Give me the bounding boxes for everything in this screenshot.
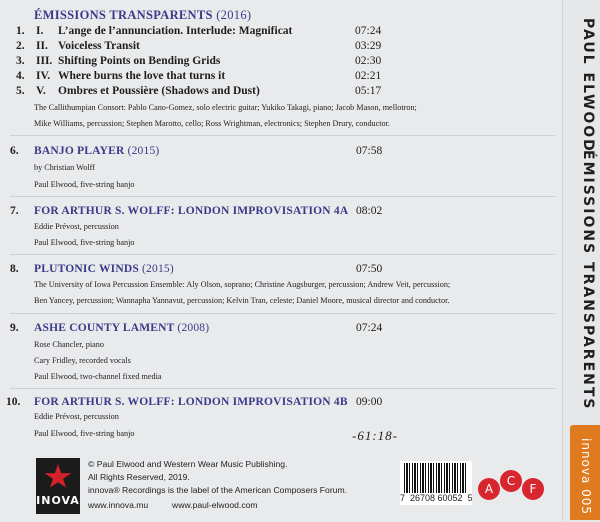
copyright-line: All Rights Reserved, 2019. bbox=[88, 472, 190, 482]
track-title bbox=[34, 205, 348, 217]
credit-line: Eddie Prévost, percussion bbox=[34, 412, 119, 421]
track-title-text: FOR ARTHUR S. WOLFF: LONDON IMPROVISATION 4B bbox=[34, 396, 348, 408]
track-number: 7. bbox=[10, 205, 19, 217]
track-number: 1. bbox=[16, 25, 25, 37]
barcode bbox=[400, 461, 472, 505]
track-year: (2015) bbox=[127, 145, 160, 157]
album-title bbox=[34, 8, 251, 23]
track-title: Shifting Points on Bending Grids bbox=[58, 55, 221, 67]
track-row bbox=[0, 322, 430, 338]
credit-line: Rose Chancler, piano bbox=[34, 340, 104, 349]
track-title-text: ASHE COUNTY LAMENT bbox=[34, 322, 175, 334]
catalog-number: innova 005 bbox=[579, 438, 593, 516]
acf-letter: C bbox=[500, 470, 522, 492]
track-number: 6. bbox=[10, 145, 19, 157]
spine-title: ÉMISSIONS TRANSPARENTS bbox=[580, 150, 596, 411]
copyright-line: © Paul Elwood and Western Wear Music Publishing. bbox=[88, 459, 288, 469]
credit-line: The University of Iowa Percussion Ensemble: Aly Olson, soprano; Christine Augsburger, percussion; Andrew Veit, percussion; bbox=[34, 280, 451, 289]
credit-line: Ben Yancey, percussion; Wannapha Yannavut, percussion; Kelvin Tran, celeste; Daniel Moore, musical director and conductor. bbox=[34, 296, 450, 305]
track-row bbox=[0, 70, 420, 84]
track-row bbox=[0, 25, 420, 39]
barcode-number: 7 26708 60052 5 bbox=[400, 493, 473, 503]
track-duration: 02:21 bbox=[355, 70, 382, 82]
star-icon bbox=[44, 464, 72, 490]
logo-text: INOVA bbox=[36, 494, 80, 507]
track-title: Ombres et Poussière (Shadows and Dust) bbox=[58, 85, 260, 97]
credit-line: Paul Elwood, five-string banjo bbox=[34, 238, 135, 247]
innova-logo bbox=[36, 458, 80, 514]
movement-numeral: III. bbox=[36, 55, 53, 67]
credit-line: Eddie Prévost, percussion bbox=[34, 222, 119, 231]
credit-line: Cary Fridley, recorded vocals bbox=[34, 356, 131, 365]
credit-line: by Christian Wolff bbox=[34, 163, 95, 172]
movement-numeral: V. bbox=[36, 85, 46, 97]
track-row bbox=[0, 55, 420, 69]
credit-line: The Callithumpian Consort: Pablo Cano-Gomez, solo electric guitar; Yukiko Takagi, piano; Jacob Mason, mellotron; bbox=[34, 103, 417, 112]
track-duration: 08:02 bbox=[356, 205, 383, 217]
track-row bbox=[0, 85, 420, 99]
track-title: L’ange de l’annunciation. Interlude: Magnificat bbox=[58, 25, 293, 37]
track-row bbox=[0, 40, 420, 54]
movement-numeral: II. bbox=[36, 40, 48, 52]
track-number: 4. bbox=[16, 70, 25, 82]
track-title bbox=[34, 396, 348, 408]
track-number: 3. bbox=[16, 55, 25, 67]
track-row bbox=[0, 205, 430, 221]
track-number: 10. bbox=[6, 396, 21, 408]
movement-numeral: I. bbox=[36, 25, 44, 37]
credit-line: Paul Elwood, five-string banjo bbox=[34, 429, 135, 438]
track-year: (2008) bbox=[177, 322, 210, 334]
track-title bbox=[34, 263, 174, 275]
track-title: Where burns the love that turns it bbox=[58, 70, 226, 82]
acf-letter: A bbox=[478, 478, 500, 500]
track-number: 9. bbox=[10, 322, 19, 334]
website-links: www.innova.mu www.paul-elwood.com bbox=[88, 500, 258, 510]
track-number: 2. bbox=[16, 40, 25, 52]
track-title bbox=[34, 322, 209, 334]
credit-line: Paul Elwood, five-string banjo bbox=[34, 180, 135, 189]
divider bbox=[10, 388, 555, 389]
track-year: (2015) bbox=[142, 263, 174, 275]
track-duration: 07:58 bbox=[356, 145, 383, 157]
track-row bbox=[0, 145, 430, 161]
divider bbox=[10, 196, 555, 197]
divider bbox=[10, 313, 555, 314]
track-number: 5. bbox=[16, 85, 25, 97]
acf-logo bbox=[478, 470, 546, 510]
track-duration: 05:17 bbox=[355, 85, 382, 97]
copyright-line: innova® Recordings is the label of the American Composers Forum. bbox=[88, 485, 348, 495]
track-title-text: BANJO PLAYER bbox=[34, 145, 125, 157]
album-year: (2016) bbox=[216, 8, 252, 22]
credit-line: Paul Elwood, two-channel fixed media bbox=[34, 372, 162, 381]
track-title-text: PLUTONIC WINDS bbox=[34, 263, 139, 275]
track-duration: 03:29 bbox=[355, 40, 382, 52]
track-duration: 02:30 bbox=[355, 55, 382, 67]
barcode-bars bbox=[404, 463, 468, 493]
credit-line: Mike Williams, percussion; Stephen Marotto, cello; Ross Wrightman, electronics; Stephen Drury, conductor. bbox=[34, 119, 390, 128]
track-row bbox=[0, 263, 430, 279]
acf-letter: F bbox=[522, 478, 544, 500]
movement-numeral: IV. bbox=[36, 70, 51, 82]
spine-artist: PAUL ELWOOD bbox=[580, 18, 596, 153]
track-title-text: FOR ARTHUR S. WOLFF: LONDON IMPROVISATION 4A bbox=[34, 205, 349, 217]
track-title bbox=[34, 145, 159, 157]
track-number: 8. bbox=[10, 263, 19, 275]
track-duration: 07:24 bbox=[356, 322, 383, 334]
divider bbox=[10, 135, 555, 136]
divider bbox=[10, 254, 555, 255]
track-duration: 09:00 bbox=[356, 396, 383, 408]
total-duration: -61:18- bbox=[352, 428, 398, 443]
track-duration: 07:50 bbox=[356, 263, 383, 275]
track-duration: 07:24 bbox=[355, 25, 382, 37]
track-row bbox=[0, 396, 430, 412]
album-title-text: ÉMISSIONS TRANSPARENTS bbox=[34, 8, 213, 22]
track-title: Voiceless Transit bbox=[58, 40, 140, 52]
